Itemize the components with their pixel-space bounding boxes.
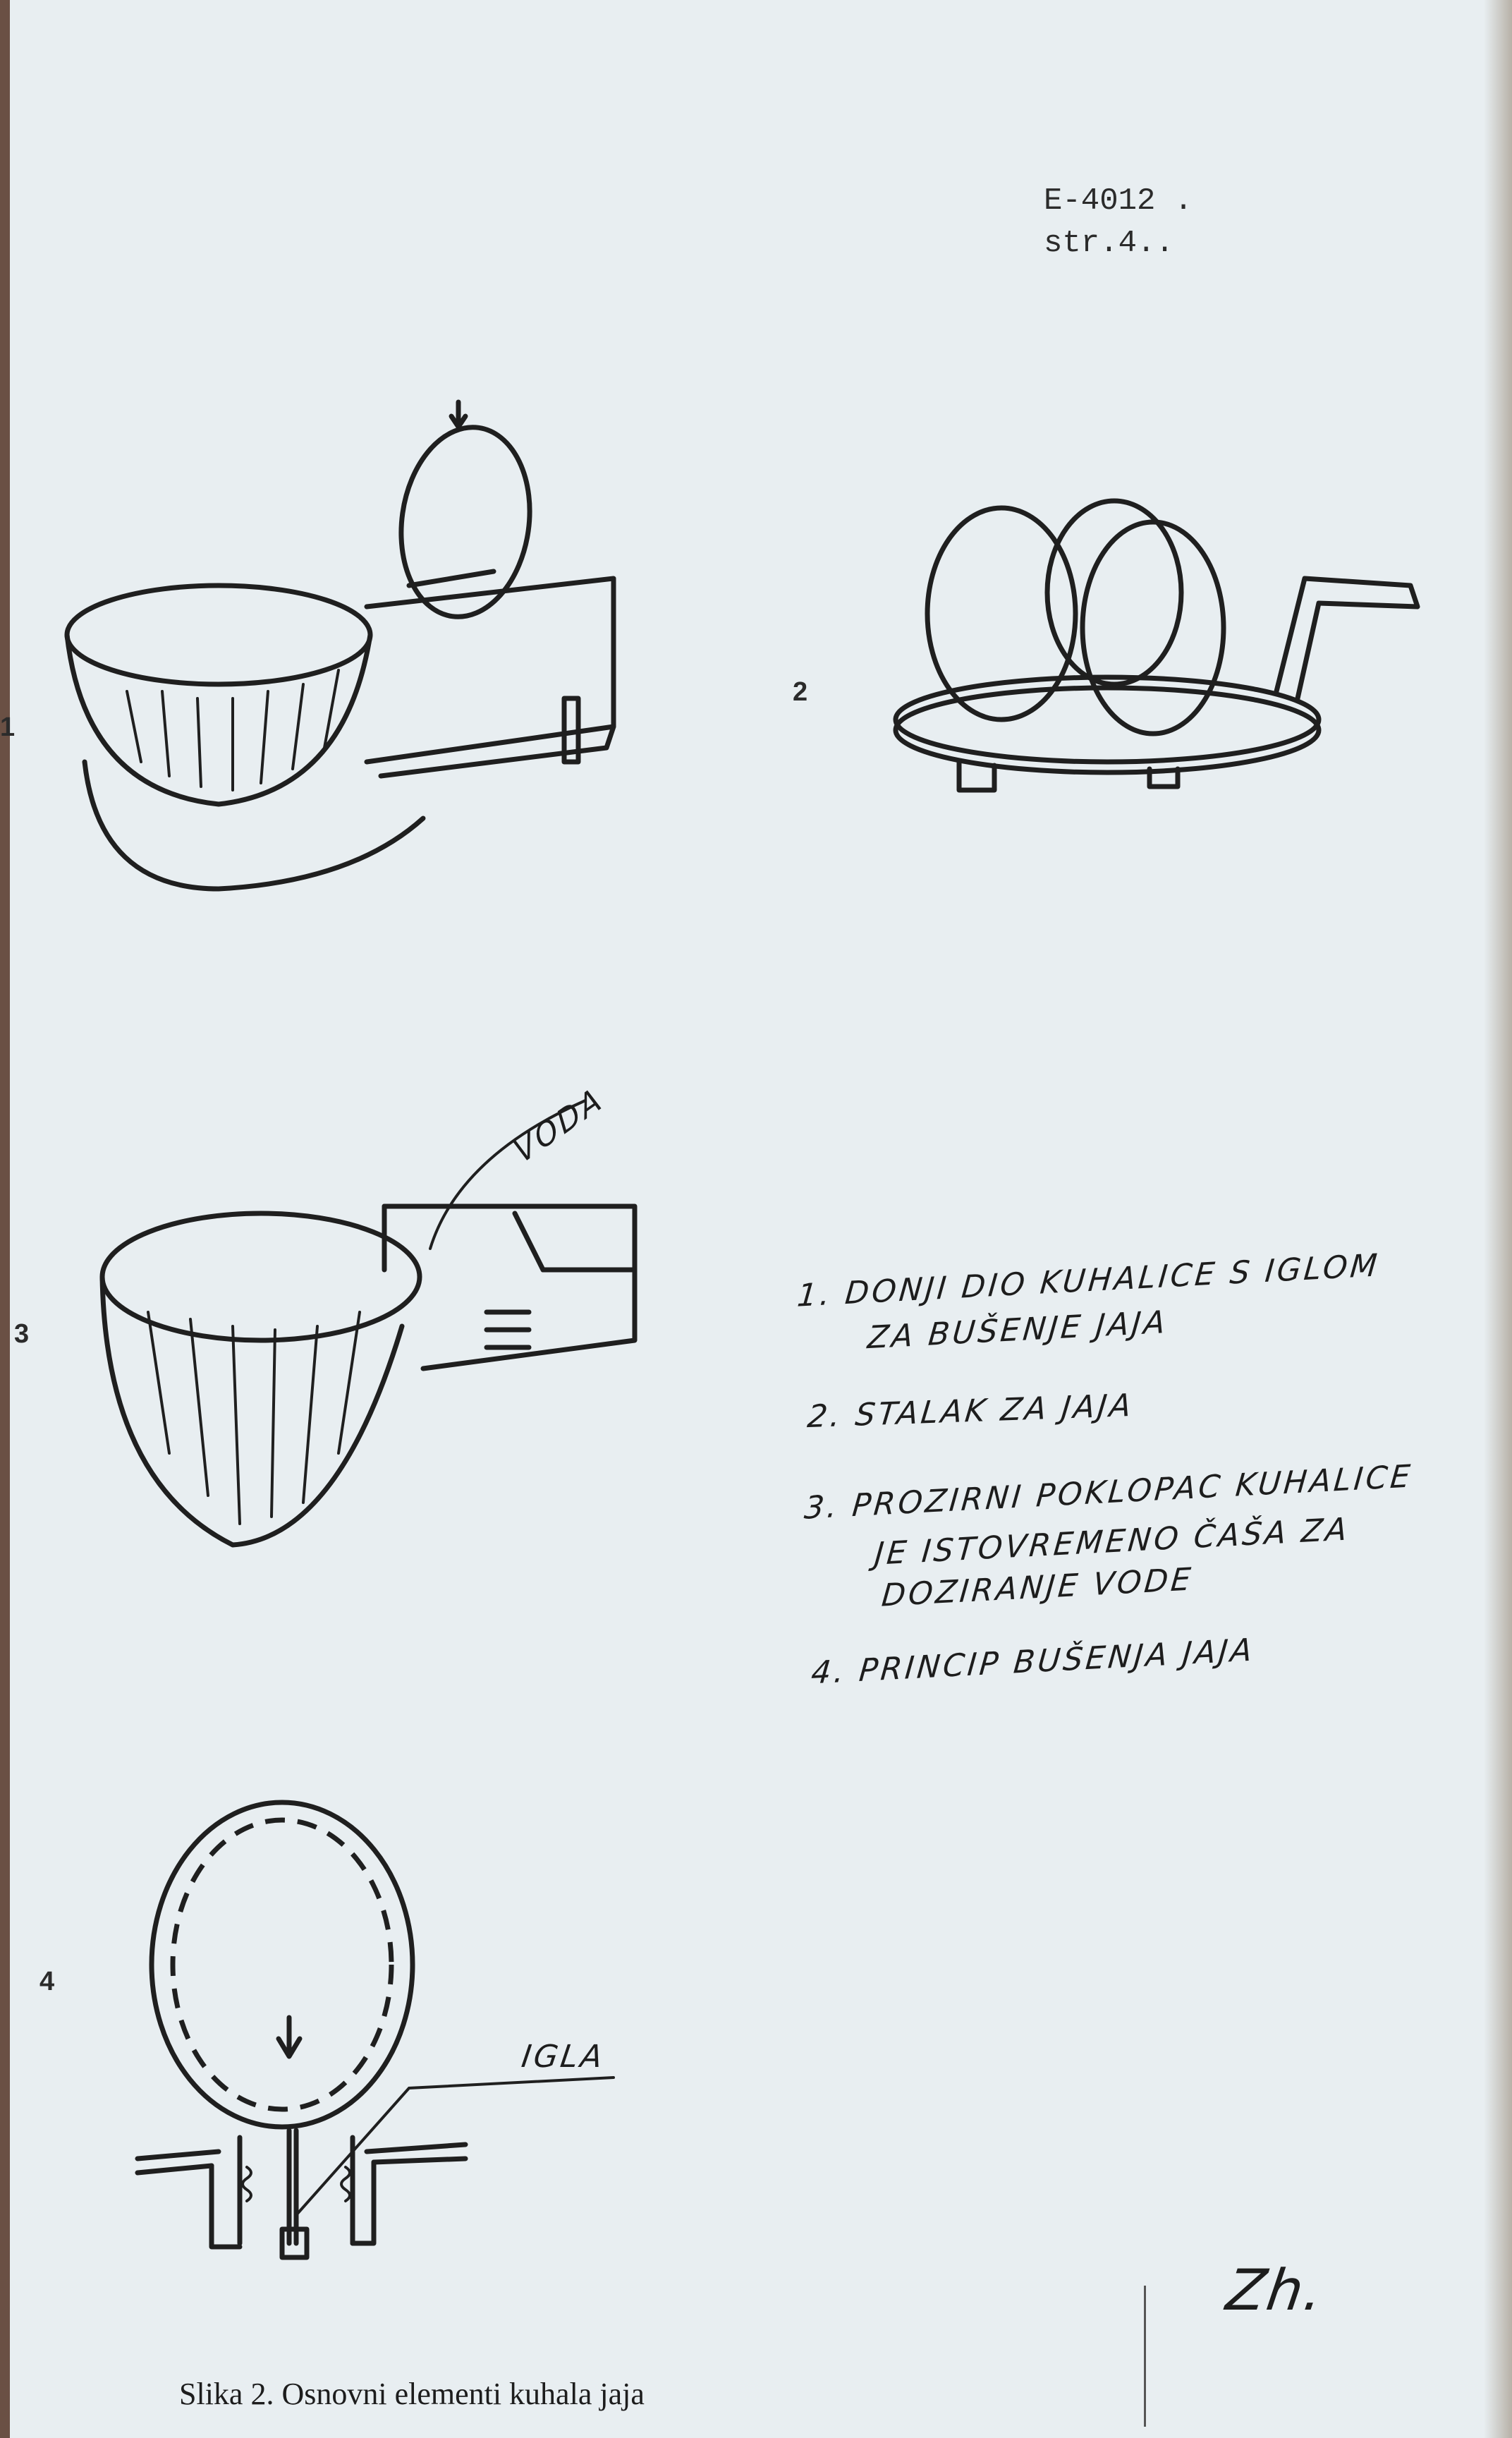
legend-item-2-line1: 2. STALAK ZA JAJA [805,1387,1136,1436]
figure-1-cooker-base [56,395,635,903]
page-ref: str.4.. [1044,226,1174,261]
figure-3-transparent-lid [92,1086,656,1566]
legend-item-3-line2: JE ISTOVREMENO ČAŠA ZA [873,1511,1351,1572]
signature: Zh. [1222,2257,1329,2323]
document-reference [1044,180,1193,265]
figure-1-number: 1 [0,712,16,742]
figure-4-number: 4 [39,1967,55,1996]
figure-2-number: 2 [793,677,808,707]
legend-item-1-line2: ZA BUŠENJE JAJA [866,1304,1170,1357]
figure-3-number: 3 [14,1319,30,1349]
legend-item-4-line1: 4. PRINCIP BUŠENJA JAJA [810,1632,1257,1692]
label-voda: VODA [508,1080,609,1171]
legend-item-3-line1: 3. PROZIRNI POKLOPAC KUHALICE [803,1458,1415,1527]
doc-code: E-4012 . [1044,183,1193,219]
figure-caption: Slika 2. Osnovni elementi kuhala jaja [179,2377,645,2411]
binding-edge [0,0,10,2438]
legend-item-1-line1: 1. DONJI DIO KUHALICE S IGLOM [795,1247,1382,1314]
label-igla: IGLA [519,2039,608,2075]
figure-2-egg-stand [882,487,1432,790]
page-shadow [1484,0,1512,2438]
vertical-rule [1144,2286,1146,2427]
legend-item-3-line3: DOZIRANJE VODE [880,1561,1195,1614]
